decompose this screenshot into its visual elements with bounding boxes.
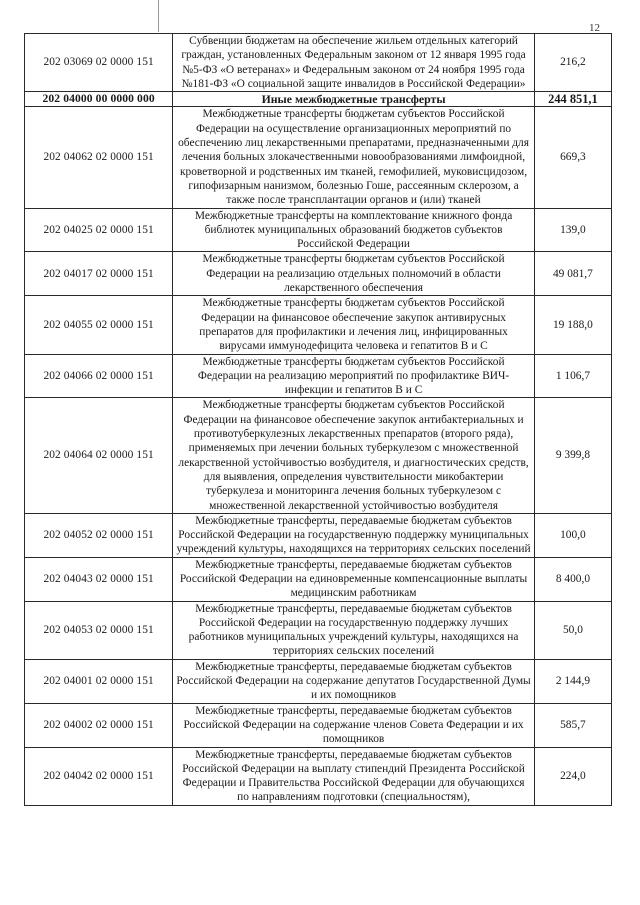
amount-cell: 139,0 bbox=[534, 208, 611, 252]
description-cell: Межбюджетные трансферты, передаваемые бюджетам субъектов Российской Федерации на выплату стипендий Президента Российской Федерации и Правительства Российской Федерации для обучающихся по направлениям подготовки (специальностям), bbox=[173, 747, 535, 805]
amount-cell: 1 106,7 bbox=[534, 354, 611, 398]
budget-code-cell: 202 04052 02 0000 151 bbox=[25, 513, 173, 557]
amount-cell: 585,7 bbox=[534, 703, 611, 747]
table-row bbox=[25, 354, 612, 398]
description-cell: Субвенции бюджетам на обеспечение жильем отдельных категорий граждан, установленных Федеральным законом от 12 января 1995 года №5-ФЗ «О ветеранах» и Федеральным законом от 24 ноября 1995 года №181-ФЗ «О социальной защите инвалидов в Российской Федерации» bbox=[173, 34, 535, 92]
amount-cell: 244 851,1 bbox=[534, 92, 611, 107]
budget-table bbox=[24, 33, 612, 806]
table-row bbox=[25, 557, 612, 601]
amount-cell: 8 400,0 bbox=[534, 557, 611, 601]
budget-code-cell: 202 04053 02 0000 151 bbox=[25, 601, 173, 659]
budget-code-cell: 202 03069 02 0000 151 bbox=[25, 34, 173, 92]
budget-code-cell: 202 04043 02 0000 151 bbox=[25, 557, 173, 601]
table-row bbox=[25, 513, 612, 557]
budget-code-cell: 202 04002 02 0000 151 bbox=[25, 703, 173, 747]
table-row bbox=[25, 703, 612, 747]
description-cell: Межбюджетные трансферты, передаваемые бюджетам субъектов Российской Федерации на государственную поддержку муниципальных учреждений культуры, находящихся на территориях сельских поселений bbox=[173, 513, 535, 557]
description-cell: Межбюджетные трансферты, передаваемые бюджетам субъектов Российской Федерации на государственную поддержку лучших работников муниципальных учреждений культуры, находящихся на территориях сельских поселений bbox=[173, 601, 535, 659]
amount-cell: 224,0 bbox=[534, 747, 611, 805]
amount-cell: 19 188,0 bbox=[534, 296, 611, 354]
budget-code-cell: 202 04000 00 0000 000 bbox=[25, 92, 173, 107]
description-cell: Межбюджетные трансферты, передаваемые бюджетам субъектов Российской Федерации на единовременные компенсационные выплаты медицинским работникам bbox=[173, 557, 535, 601]
table-row bbox=[25, 296, 612, 354]
description-cell: Иные межбюджетные трансферты bbox=[173, 92, 535, 107]
budget-code-cell: 202 04001 02 0000 151 bbox=[25, 659, 173, 703]
amount-cell: 100,0 bbox=[534, 513, 611, 557]
budget-code-cell: 202 04025 02 0000 151 bbox=[25, 208, 173, 252]
amount-cell: 2 144,9 bbox=[534, 659, 611, 703]
table-row bbox=[25, 398, 612, 513]
amount-cell: 669,3 bbox=[534, 107, 611, 208]
description-cell: Межбюджетные трансферты бюджетам субъектов Российской Федерации на финансовое обеспечение закупок антивирусных препаратов для профилактики и лечения лиц, инфицированных вирусами иммунодефицита человека и гепатитов В и С bbox=[173, 296, 535, 354]
table-row bbox=[25, 208, 612, 252]
budget-code-cell: 202 04064 02 0000 151 bbox=[25, 398, 173, 513]
table-row bbox=[25, 659, 612, 703]
amount-cell: 216,2 bbox=[534, 34, 611, 92]
table-row-section-total bbox=[25, 92, 612, 107]
amount-cell: 50,0 bbox=[534, 601, 611, 659]
budget-code-cell: 202 04042 02 0000 151 bbox=[25, 747, 173, 805]
amount-cell: 49 081,7 bbox=[534, 252, 611, 296]
description-cell: Межбюджетные трансферты бюджетам субъектов Российской Федерации на финансовое обеспечение закупок антибактериальных и противотуберкулезных лекарственных препаратов (второго ряда), применяемых при лечении больных туберкулезом с множественной лекарственной устойчивостью возбудителя, и диагностических средств, для выявления, определения чувствительности микобактерии туберкулеза и мониторинга лечения больных туберкулезом с множественной лекарственной устойчивостью возбудителя bbox=[173, 398, 535, 513]
binding-margin-line bbox=[158, 0, 159, 32]
table-row bbox=[25, 252, 612, 296]
page-number: 12 bbox=[589, 22, 600, 34]
budget-code-cell: 202 04055 02 0000 151 bbox=[25, 296, 173, 354]
budget-code-cell: 202 04062 02 0000 151 bbox=[25, 107, 173, 208]
budget-code-cell: 202 04066 02 0000 151 bbox=[25, 354, 173, 398]
table-row bbox=[25, 747, 612, 805]
description-cell: Межбюджетные трансферты бюджетам субъектов Российской Федерации на реализацию мероприятий по профилактике ВИЧ-инфекции и гепатитов В и С bbox=[173, 354, 535, 398]
description-cell: Межбюджетные трансферты, передаваемые бюджетам субъектов Российской Федерации на содержание депутатов Государственной Думы и их помощников bbox=[173, 659, 535, 703]
table-row bbox=[25, 34, 612, 92]
budget-code-cell: 202 04017 02 0000 151 bbox=[25, 252, 173, 296]
description-cell: Межбюджетные трансферты на комплектование книжного фонда библиотек муниципальных образований бюджетов субъектов Российской Федерации bbox=[173, 208, 535, 252]
description-cell: Межбюджетные трансферты бюджетам субъектов Российской Федерации на реализацию отдельных полномочий в области лекарственного обеспечения bbox=[173, 252, 535, 296]
amount-cell: 9 399,8 bbox=[534, 398, 611, 513]
table-row bbox=[25, 601, 612, 659]
description-cell: Межбюджетные трансферты бюджетам субъектов Российской Федерации на осуществление организационных мероприятий по обеспечению лиц лекарственными препаратами, предназначенными для лечения больных злокачественными новообразованиями лимфоидной, кроветворной и родственных им тканей, гемофилией, муковисцидозом, гипофизарным нанизмом, болезнью Гоше, рассеянным склерозом, а также после трансплантации органов и (или) тканей bbox=[173, 107, 535, 208]
budget-table-body bbox=[25, 34, 612, 806]
description-cell: Межбюджетные трансферты, передаваемые бюджетам субъектов Российской Федерации на содержание членов Совета Федерации и их помощников bbox=[173, 703, 535, 747]
table-row bbox=[25, 107, 612, 208]
